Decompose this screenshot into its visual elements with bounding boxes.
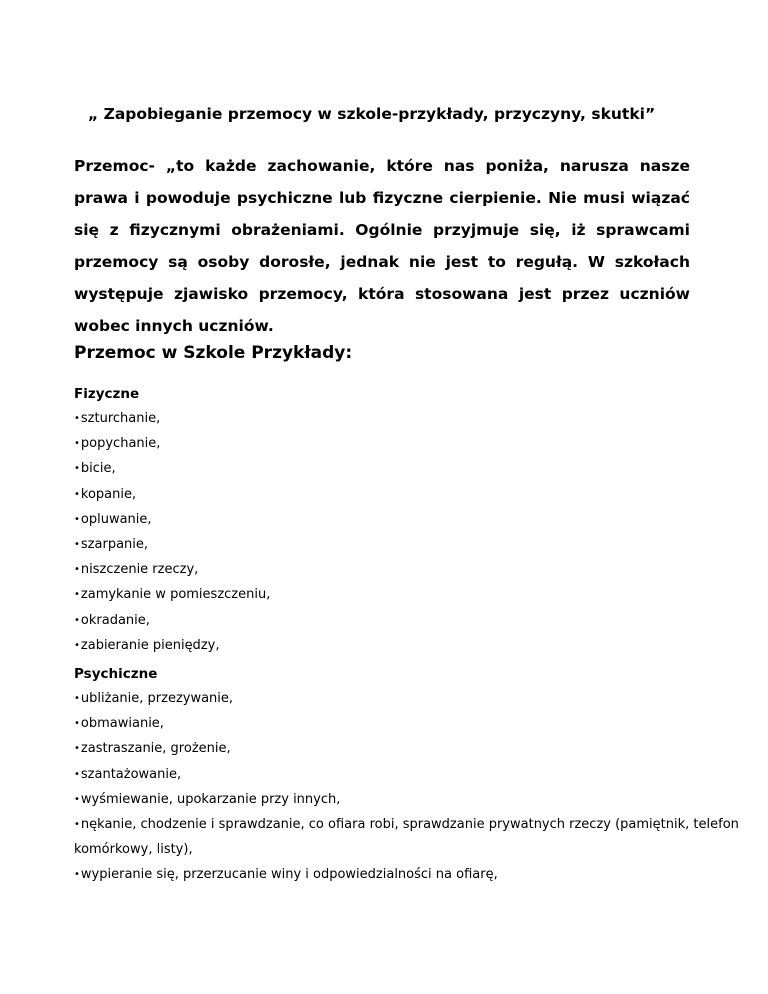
list-item: •opluwanie, bbox=[74, 511, 152, 527]
list-item: •szarpanie, bbox=[74, 537, 149, 553]
list-item: •wypieranie się, przerzucanie winy i odpowiedzialności na ofiarę, bbox=[74, 867, 498, 883]
bullet-icon: • bbox=[74, 639, 80, 651]
list-item: •zamykanie w pomieszczeniu, bbox=[74, 587, 271, 603]
list-item: •obmawianie, bbox=[74, 716, 164, 732]
psychiczne-label: Psychiczne bbox=[74, 666, 158, 682]
bullet-icon: • bbox=[74, 413, 80, 424]
list-item: •bicie, bbox=[74, 461, 116, 477]
bullet-icon: • bbox=[74, 564, 80, 576]
section-heading: Przemoc w Szkole Przykłady: bbox=[74, 343, 353, 363]
list-item: •nękanie, chodzenie i sprawdzanie, co ofiara robi, sprawdzanie prywatnych rzeczy (pamiętnik, telefon komórkowy, listy), bbox=[74, 817, 739, 858]
list-item: •wyśmiewanie, upokarzanie przy innych, bbox=[74, 791, 341, 807]
bullet-icon: • bbox=[74, 463, 80, 475]
bullet-icon: • bbox=[74, 539, 80, 551]
intro-paragraph: Przemoc- „to każde zachowanie, które nas poniża, narusza nasze prawa i powoduje psychiczne lub fizyczne cierpienie. Nie musi wiązać się z fizycznymi obrażeniami. Ogólnie przyjmuje się, iż sprawcami przemocy są osoby dorosłe, jednak nie jest to regułą. W szkołach występuje zjawisko przemocy, która stosowana jest przez uczniów wobec innych uczniów. bbox=[74, 157, 690, 335]
list-item: •zabieranie pieniędzy, bbox=[74, 637, 220, 653]
list-item: •ubliżanie, przezywanie, bbox=[74, 691, 234, 706]
list-item: •okradanie, bbox=[74, 612, 150, 628]
bullet-icon: • bbox=[74, 614, 80, 626]
list-item: •niszczenie rzeczy, bbox=[74, 562, 199, 578]
bullet-icon: • bbox=[74, 793, 80, 805]
fizyczne-list bbox=[74, 406, 764, 658]
psychiczne-list bbox=[74, 686, 764, 888]
list-item: •zastraszanie, grożenie, bbox=[74, 741, 231, 757]
bullet-icon: • bbox=[74, 693, 80, 704]
bullet-icon: • bbox=[74, 438, 80, 450]
bullet-icon: • bbox=[74, 589, 80, 601]
list-item: •kopanie, bbox=[74, 486, 137, 502]
bullet-icon: • bbox=[74, 869, 80, 881]
list-item: •popychanie, bbox=[74, 436, 161, 452]
document-title: „ Zapobieganie przemocy w szkole-przykłady, przyczyny, skutki” bbox=[88, 105, 656, 123]
bullet-icon: • bbox=[74, 768, 80, 780]
bullet-icon: • bbox=[74, 819, 80, 831]
list-item: •szantażowanie, bbox=[74, 766, 182, 782]
bullet-icon: • bbox=[74, 718, 80, 730]
fizyczne-label: Fizyczne bbox=[74, 386, 140, 402]
list-item: •szturchanie, bbox=[74, 411, 161, 426]
bullet-icon: • bbox=[74, 513, 80, 525]
bullet-icon: • bbox=[74, 743, 80, 755]
bullet-icon: • bbox=[74, 488, 80, 500]
